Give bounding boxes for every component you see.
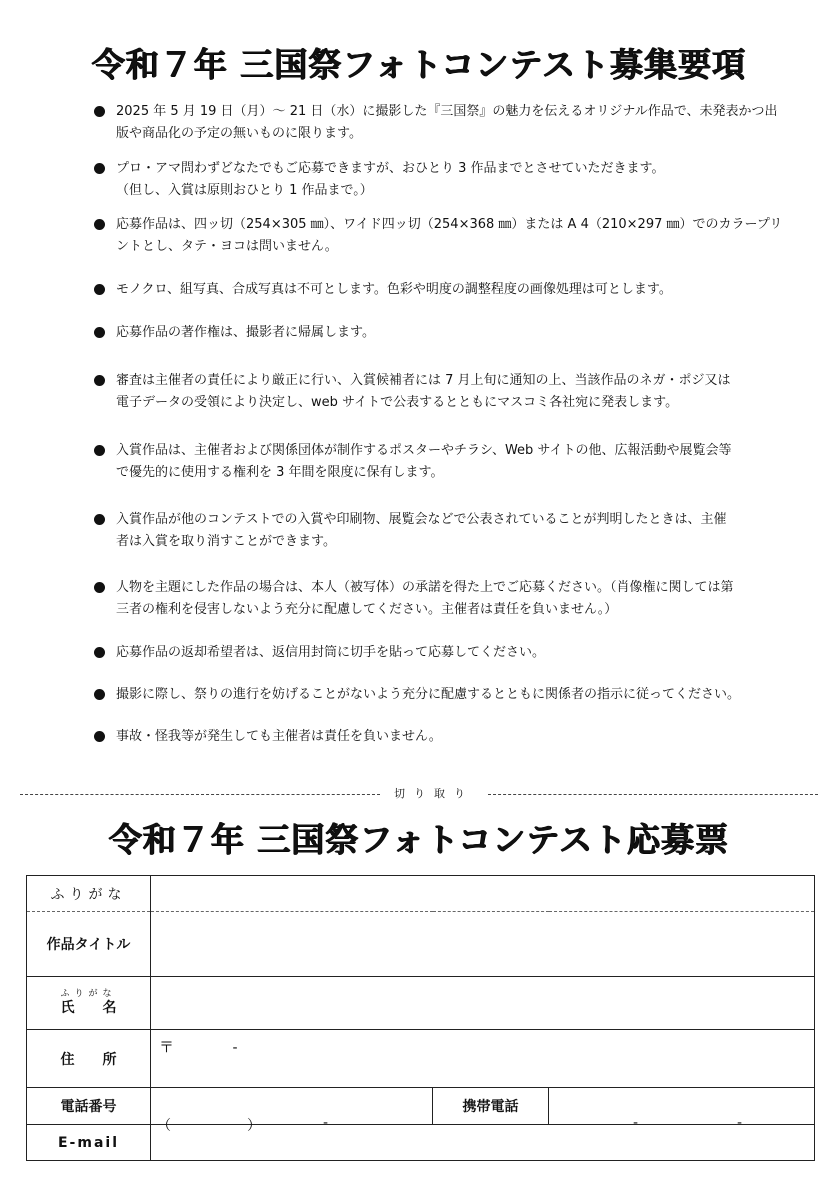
guidelines-title: 令和７年 三国祭フォトコンテスト募集要項 [91, 45, 747, 84]
bullet-icon [94, 514, 105, 525]
phone-label: 電話番号 [27, 1088, 151, 1125]
name-label-cell [27, 977, 151, 1030]
rule-text: プロ・アマ問わずどなたでもご応募できますが、おひとり 3 作品までとさせていただきます。 （但し、入賞は原則おひとり 1 作品まで。） [116, 161, 665, 198]
rule-text: 2025 年 5 月 19 日（月）～ 21 日（水）に撮影した『三国祭』の魅力を伝えるオリジナル作品で、未発表かつ出 版や商品化の予定の無いものに限ります。 [116, 104, 778, 141]
phone-field[interactable] [151, 1088, 433, 1134]
bullet-icon [94, 106, 105, 117]
bullet-icon [94, 327, 105, 338]
furigana-label: ふりがな [27, 876, 151, 912]
rule-item [94, 726, 784, 748]
bullet-icon [94, 163, 105, 174]
rule-item [94, 101, 784, 145]
name-label: 氏 名 [60, 1000, 117, 1016]
rule-text: 人物を主題にした作品の場合は、本人（被写体）の承諾を得た上でご応募ください。（肖像権に関しては第 三者の権利を侵害しないよう充分に配慮してください。主催者は責任を負いません。） [116, 580, 734, 617]
entry-form-title: 令和７年 三国祭フォトコンテスト応募票 [108, 820, 730, 859]
bullet-icon [94, 689, 105, 700]
rule-item [94, 577, 784, 621]
bullet-icon [94, 375, 105, 386]
title-furigana-field[interactable] [151, 876, 815, 912]
name-field[interactable] [151, 977, 815, 1030]
rule-item [94, 509, 784, 553]
phone-dash: - [323, 1115, 329, 1131]
rule-item [94, 370, 784, 414]
rule-text: 入賞作品は、主催者および関係団体が制作するポスターやチラシ、Web サイトの他、広報活動や展覧会等 で優先的に使用する権利を 3 年間を限度に保有します。 [116, 443, 732, 480]
cut-dash-left [20, 794, 380, 795]
rule-item [94, 158, 784, 202]
rule-text: 審査は主催者の責任により厳正に行い、入賞候補者には 7 月上旬に通知の上、当該作品のネガ・ポジ又は 電子データの受領により決定し、web サイトで公表するとともにマスコミ各社宛に発表します。 [116, 373, 731, 410]
name-furigana-label: ふりがな [60, 989, 117, 1000]
phone-close-paren: ） [247, 1118, 261, 1134]
address-field[interactable] [151, 1030, 815, 1088]
rule-text: 撮影に際し、祭りの進行を妨げることがないよう充分に配慮するとともに関係者の指示に従ってください。 [116, 687, 741, 702]
mobile-label: 携帯電話 [433, 1088, 549, 1125]
rule-text: 事故・怪我等が発生しても主催者は責任を負いません。 [116, 729, 442, 744]
bullet-icon [94, 731, 105, 742]
bullet-icon [94, 219, 105, 230]
entry-form [26, 875, 815, 1161]
work-title-field[interactable] [151, 912, 815, 977]
work-title-label: 作品タイトル [27, 912, 151, 977]
bullet-icon [94, 445, 105, 456]
email-label: E-mail [27, 1125, 151, 1161]
rule-text: 応募作品は、四ッ切（254×305 ㎜）、ワイド四ッ切（254×368 ㎜）または A 4（210×297 ㎜）でのカラープリ ントとし、タテ・ヨコは問いません。 [116, 217, 783, 254]
rule-item [94, 440, 784, 484]
cut-label: 切り取り [384, 787, 484, 801]
bullet-icon [94, 582, 105, 593]
mobile-dash-2: - [737, 1115, 743, 1131]
cut-line [20, 787, 818, 801]
rule-item [94, 684, 784, 706]
rule-text: 入賞作品が他のコンテストでの入賞や印刷物、展覧会などで公表されていることが判明したときは、主催 者は入賞を取り消すことができます。 [116, 512, 727, 549]
postal-mark: 〒 [159, 1038, 175, 1056]
rule-item [94, 642, 784, 664]
bullet-icon [94, 647, 105, 658]
rule-text: 応募作品の返却希望者は、返信用封筒に切手を貼って応募してください。 [116, 645, 546, 660]
phone-open-paren: （ [157, 1118, 171, 1134]
bullet-icon [94, 284, 105, 295]
postal-dash: - [232, 1040, 238, 1056]
rule-text: 応募作品の著作権は、撮影者に帰属します。 [116, 325, 375, 340]
mobile-field[interactable] [549, 1088, 815, 1131]
mobile-dash-1: - [633, 1115, 639, 1131]
rule-item [94, 214, 784, 258]
address-label: 住 所 [27, 1030, 151, 1088]
rule-item [94, 322, 784, 344]
cut-dash-right [488, 794, 818, 795]
rule-text: モノクロ、組写真、合成写真は不可とします。色彩や明度の調整程度の画像処理は可とします。 [116, 282, 672, 297]
rule-item [94, 279, 784, 301]
